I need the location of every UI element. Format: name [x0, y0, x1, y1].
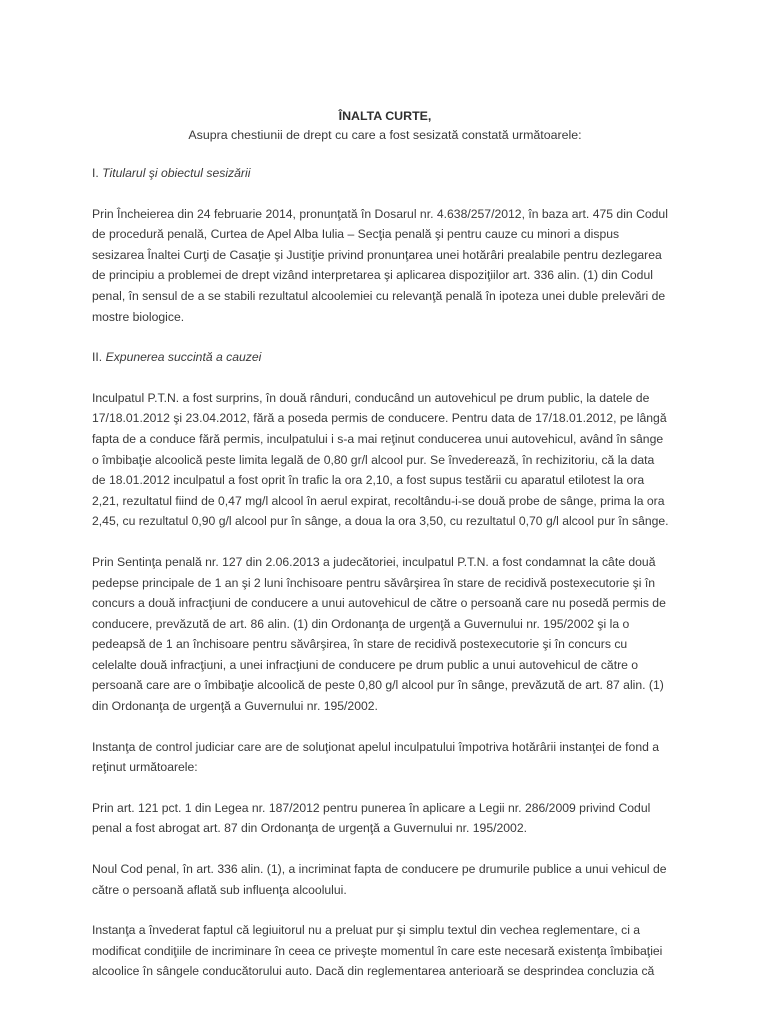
text-line: 2,45, cu rezultatul 0,90 g/l alcool pur în sânge, a doua la ora 3,50, cu rezultatul 0,70 g/l alcool pur în sânge.	[92, 514, 669, 529]
text-line: concurs a două infracţiuni de conducere a unui autovehicul de către o persoană care nu posedă permis de	[92, 596, 666, 611]
paragraph-4	[92, 737, 678, 778]
text-line: de procedură penală, Curtea de Apel Alba Iulia – Secţia penală şi pentru cauze cu minori a dispus	[92, 227, 620, 242]
section-heading-1	[92, 163, 678, 184]
text-line: 2,21, rezultatul fiind de 0,47 mg/l alcool în aerul expirat, recoltându-i-se două probe de sânge, prima la ora	[92, 493, 665, 508]
document-subtitle: Asupra chestiunii de drept cu care a fost sesizată constată următoarele:	[188, 128, 582, 142]
text-line: Noul Cod penal, în art. 336 alin. (1), a incriminat fapta de conducere pe drumurile publice a unui vehicul de	[92, 862, 667, 877]
text-line: penal a fost abrogat art. 87 din Ordonanţa de urgenţă a Guvernului nr. 195/2002.	[92, 821, 527, 836]
text-line: o îmbibaţie alcoolică peste limita legală de 0,80 gr/l alcool pur. Se învederează, în rechizitoriu, că la data	[92, 452, 655, 467]
paragraph-7	[92, 920, 678, 982]
text-line: 17/18.01.2012 şi 23.04.2012, fără a poseda permis de conducere. Pentru data de 17/18.01.2012, pe lângă	[92, 411, 667, 426]
text-line: sesizarea Înaltei Curţi de Casaţie şi Justiţie privind pronunţarea unei hotărâri prealabile pentru dezlegarea	[92, 247, 662, 262]
text-line: fapta de a conduce fără permis, inculpatului i s-a mai reţinut conducerea unui autovehicul, având în sânge	[92, 431, 664, 446]
text-line: Prin Încheierea din 24 februarie 2014, pronunţată în Dosarul nr. 4.638/257/2012, în baza art. 475 din Codul	[92, 206, 668, 221]
section-title: Titularul şi obiectul sesizării	[102, 166, 251, 180]
text-line: din Ordonanţa de urgenţă a Guvernului nr. 195/2002.	[92, 699, 378, 714]
text-line: Prin art. 121 pct. 1 din Legea nr. 187/2012 pentru punerea în aplicare a Legii nr. 286/2009 privind Codul	[92, 800, 651, 815]
section-heading-2	[92, 347, 678, 368]
text-line: pedeapsă de 1 an închisoare pentru săvârşirea, în stare de recidivă postexecutorie şi în concurs cu	[92, 637, 628, 652]
text-line: mostre biologice.	[92, 309, 185, 324]
text-line: reţinut următoarele:	[92, 760, 198, 775]
text-line: Instanţa a învederat faptul că legiuitorul nu a preluat pur şi simplu textul din vechea reglementare, ci a	[92, 923, 641, 938]
text-line: de principiu a problemei de drept vizând interpretarea şi aplicarea dispoziţiilor art. 336 alin. (1) din Codul	[92, 268, 653, 283]
text-line: persoană care are o îmbibaţie alcoolică de peste 0,80 g/l alcool pur în sânge, prevăzută de art. 87 alin. (1)	[92, 678, 664, 693]
text-line: de 18.01.2012 inculpatul a fost oprit în trafic la ora 2,10, a fost supus testării cu aparatul etilotest la ora	[92, 473, 645, 488]
text-line: celelalte două infracţiuni, a unei infracţiuni de conducere pe drum public a unui autovehicul de către o	[92, 657, 639, 672]
section-number: II.	[92, 350, 103, 365]
document-title: ÎNALTA CURTE,	[338, 109, 432, 123]
text-line: modificat condiţiile de incriminare în ceea ce priveşte momentul în care este necesară existenţa îmbibaţiei	[92, 943, 663, 958]
text-line: conducere, prevăzută de art. 86 alin. (1) din Ordonanţa de urgenţă a Guvernului nr. 195/2002 şi la o	[92, 616, 630, 631]
text-line: Prin Sentinţa penală nr. 127 din 2.06.2013 a judecătoriei, inculpatul P.T.N. a fost condamnat la câte două	[92, 554, 656, 569]
text-line: Instanţa de control judiciar care are de soluţionat apelul inculpatului împotriva hotărârii instanţei de fond a	[92, 739, 660, 754]
text-line: pedepse principale de 1 an şi 2 luni închisoare pentru săvârşirea în stare de recidivă postexecutorie şi în	[92, 575, 655, 590]
text-line: penal, în sensul de a se stabili rezultatul alcoolemiei cu relevanţă penală în ipoteza unei duble prelevări de	[92, 288, 666, 303]
section-number: I.	[92, 166, 99, 180]
paragraph-2	[92, 388, 678, 532]
paragraph-1	[92, 204, 678, 328]
section-title: Expunerea succintă a cauzei	[105, 350, 262, 365]
text-line: către o persoană aflată sub influenţa alcoolului.	[92, 882, 347, 897]
paragraph-3	[92, 552, 678, 717]
paragraph-6	[92, 859, 678, 900]
text-line: alcoolice în sângele conducătorului auto. Dacă din reglementarea anterioară se desprindea concluzia că	[92, 964, 655, 979]
text-line: Inculpatul P.T.N. a fost surprins, în două rânduri, conducând un autovehicul pe drum public, la datele de	[92, 390, 650, 405]
paragraph-5	[92, 798, 678, 839]
